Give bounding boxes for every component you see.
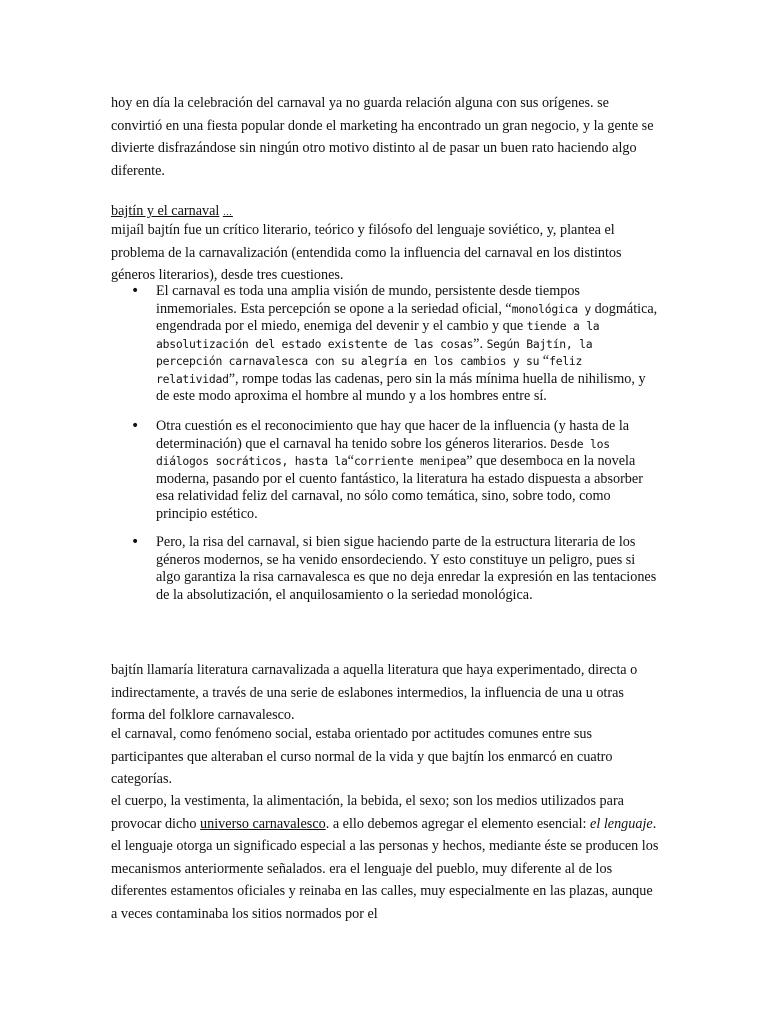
- bullet-list-3: [111, 534, 659, 604]
- literature-text: bajtín llamaría literatura carnavalizada a aquella literatura que haya experimentado, directa o indirectamente, a través de una serie de eslabones intermedios, la influencia de una u otras forma del folklore carnavalesco.: [111, 662, 638, 723]
- literature-paragraph: [111, 659, 659, 727]
- bullet-list-1: [111, 283, 659, 406]
- list-item: • Otra cuestión es el reconocimiento que hay que hacer de la influencia (y hasta de la determinación) que el carnaval ha tenido sobre los géneros literarios. Desde los diálogos socráticos, hasta la“corriente menipea” que desemboca en la novela moderna, pasando por el cuento fantástico, la literatura ha estado dispuesta a absorber esa relatividad feliz del carnaval, no sólo como temática, sino, sobre todo, como principio estético.: [111, 418, 659, 523]
- bullet-list-2: [111, 418, 659, 523]
- universo-carnavalesco-link[interactable]: universo carnavalesco: [200, 815, 326, 832]
- section-intro-text: mijaíl bajtín fue un crítico literario, teórico y filósofo del lenguaje soviético, y, plantea el problema de la carnavalización (entendida como la influencia del carnaval en los distintos géneros literarios), desde tres cuestiones.: [111, 222, 622, 283]
- social-text: el carnaval, como fenómeno social, estaba orientado por actitudes comunes entre sus participantes que alteraban el curso normal de la vida y que bajtín los enmarcó en cuatro categorías.: [111, 726, 613, 787]
- body-paragraph: el cuerpo, la vestimenta, la alimentación, la bebida, el sexo; son los medios utilizados para provocar dicho universo carnavalesco. a ello debemos agregar el elemento esencial: el lenguaje. el lenguaje otorga un significado especial a las personas y hechos, mediante éste se producen los mecanismos anteriormente señalados. era el lenguaje del pueblo, muy diferente al de los diferentes estamentos oficiales y reinaba en las calles, muy especialmente en las plazas, aunque a veces contaminaba los sitios normados por el: [111, 793, 659, 922]
- intro-text: hoy en día la celebración del carnaval ya no guarda relación alguna con sus orígenes. se convirtió en una fiesta popular donde el marketing ha encontrado un gran negocio, y la gente se divierte disfrazándose sin ningún otro motivo distinto al de pasar un buen rato haciendo algo diferente.: [111, 95, 654, 179]
- section-intro-paragraph: [111, 219, 659, 287]
- lenguaje-emphasis: el lenguaje: [590, 815, 653, 832]
- list-item: • El carnaval es toda una amplia visión de mundo, persistente desde tiempos inmemoriales. Esta percepción se opone a la seriedad oficial, “monológica y dogmática, engendrada por el miedo, enemiga del devenir y el cambio y que tiende a la absolutización del estado existente de las cosas”. Según Bajtín, la percepción carnavalesca con su alegría en los cambios y su “feliz relatividad”, rompe todas las cadenas, pero sin la más mínima huella de nihilismo, y de este modo aproxima el hombre al mundo y a los hombres entre sí.: [111, 283, 659, 406]
- intro-paragraph: [111, 92, 659, 182]
- section-heading-text: bajtín y el carnaval: [111, 203, 220, 219]
- social-paragraph: [111, 723, 659, 791]
- section-heading-dots: …: [222, 207, 233, 217]
- list-item: • Pero, la risa del carnaval, si bien sigue haciendo parte de la estructura literaria de los géneros modernos, se ha venido ensordeciendo. Y esto constituye un peligro, pues si algo garantiza la risa carnavalesca es que no deja enredar la expresión en las tentaciones de la absolutización, el anquilosamiento o la seriedad monológica.: [111, 534, 659, 604]
